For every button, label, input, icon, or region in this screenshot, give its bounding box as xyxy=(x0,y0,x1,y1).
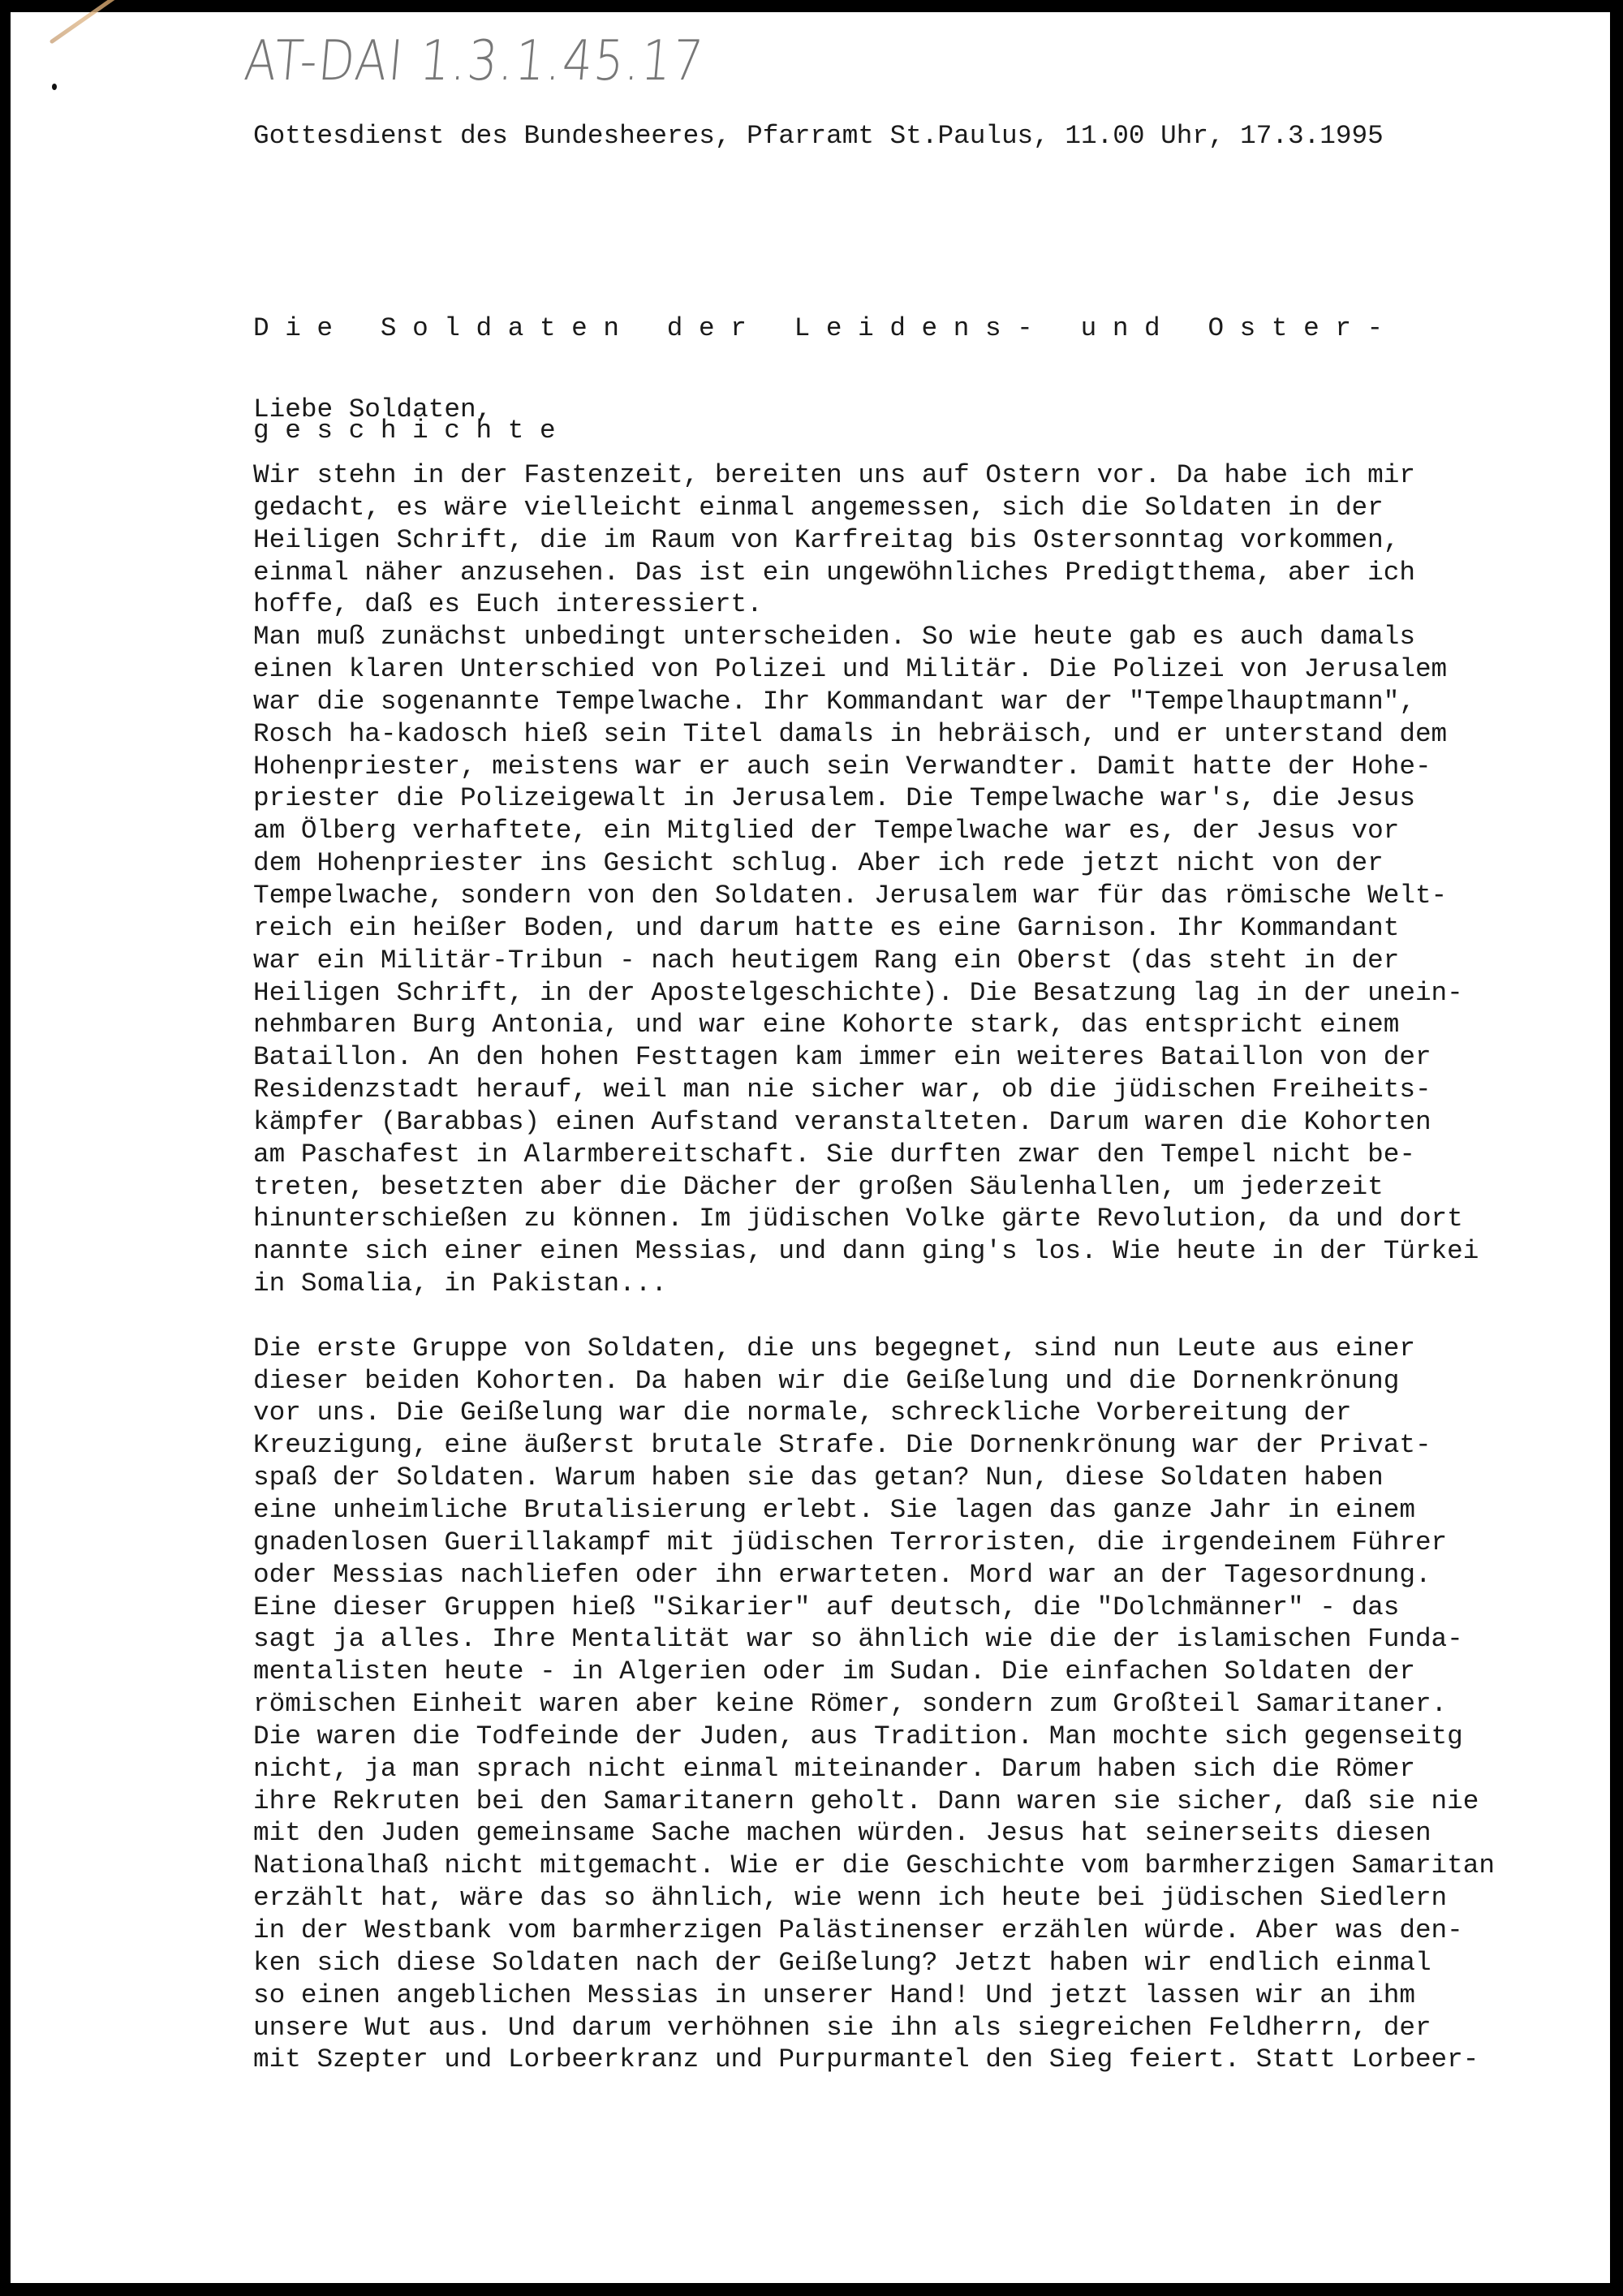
body-line: dieser beiden Kohorten. Da haben wir die Geißelung und die Dornenkrönung xyxy=(253,1365,1400,1396)
body-line: hoffe, daß es Euch interessiert. xyxy=(253,589,763,620)
body-line: Kreuzigung, eine äußerst brutale Strafe. Die Dornenkrönung war der Privat- xyxy=(253,1430,1431,1461)
body-line: erzählt hat, wäre das so ähnlich, wie wenn ich heute bei jüdischen Siedlern xyxy=(253,1883,1448,1914)
body-line: nannte sich einer einen Messias, und dann ging's los. Wie heute in der Türkei xyxy=(253,1236,1479,1267)
handwritten-archive-mark: AT-DAI 1.3.1.45.17 xyxy=(241,29,707,93)
body-line: Tempelwache, sondern von den Soldaten. Jerusalem war für das römische Welt- xyxy=(253,880,1448,911)
body-line: Die waren die Todfeinde der Juden, aus Tradition. Man mochte sich gegenseitg xyxy=(253,1721,1463,1751)
body-line: ken sich diese Soldaten nach der Geißelung? Jetzt haben wir endlich einmal xyxy=(253,1947,1431,1978)
sermon-body xyxy=(253,459,1495,2076)
body-line: war ein Militär-Tribun - nach heutigem Rang ein Oberst (das steht in der xyxy=(253,945,1400,976)
body-line: eine unheimliche Brutalisierung erlebt. Sie lagen das ganze Jahr in einem xyxy=(253,1495,1415,1525)
greeting: Liebe Soldaten, xyxy=(253,394,493,424)
body-line: Die erste Gruppe von Soldaten, die uns begegnet, sind nun Leute aus einer xyxy=(253,1333,1415,1363)
body-line: Bataillon. An den hohen Festtagen kam immer ein weiteres Bataillon von der xyxy=(253,1042,1431,1073)
body-line: war die sogenannte Tempelwache. Ihr Kommandant war der "Tempelhauptmann", xyxy=(253,686,1415,717)
body-line: einmal näher anzusehen. Das ist ein ungewöhnliches Predigtthema, aber ich xyxy=(253,557,1415,588)
service-header: Gottesdienst des Bundesheeres, Pfarramt St.Paulus, 11.00 Uhr, 17.3.1995 xyxy=(253,121,1384,151)
body-line: Man muß zunächst unbedingt unterscheiden. So wie heute gab es auch damals xyxy=(253,622,1415,653)
body-line: gedacht, es wäre vielleicht einmal angemessen, sich die Soldaten in der xyxy=(253,492,1384,523)
body-line: am Ölberg verhaftete, ein Mitglied der Tempelwache war es, der Jesus vor xyxy=(253,816,1400,846)
body-line: Heiligen Schrift, in der Apostelgeschichte). Die Besatzung lag in der unein- xyxy=(253,977,1463,1008)
body-line: so einen angeblichen Messias in unserer Hand! Und jetzt lassen wir an ihm xyxy=(253,1979,1415,2010)
body-line: oder Messias nachliefen oder ihn erwarteten. Mord war an der Tagesordnung. xyxy=(253,1559,1431,1590)
body-line: mentalisten heute - in Algerien oder im Sudan. Die einfachen Soldaten der xyxy=(253,1656,1415,1687)
body-line: Rosch ha-kadosch hieß sein Titel damals in hebräisch, und er unterstand dem xyxy=(253,718,1448,749)
body-line: ihre Rekruten bei den Samaritanern geholt. Dann waren sie sicher, daß sie nie xyxy=(253,1786,1479,1816)
body-line: priester die Polizeigewalt in Jerusalem. Die Tempelwache war's, die Jesus xyxy=(253,783,1415,814)
body-line: nehmbaren Burg Antonia, und war eine Kohorte stark, das entspricht einem xyxy=(253,1010,1400,1040)
body-line: römischen Einheit waren aber keine Römer, sondern zum Großteil Samaritaner. xyxy=(253,1689,1448,1720)
blank-line xyxy=(253,1300,1495,1333)
body-line: gnadenlosen Guerillakampf mit jüdischen Terroristen, die irgendeinem Führer xyxy=(253,1527,1448,1557)
body-line: treten, besetzten aber die Dächer der großen Säulenhallen, um jederzeit xyxy=(253,1171,1384,1202)
body-line: kämpfer (Barabbas) einen Aufstand veranstalteten. Darum waren die Kohorten xyxy=(253,1106,1431,1137)
body-line: hinunterschießen zu können. Im jüdischen Volke gärte Revolution, da und dort xyxy=(253,1204,1463,1234)
body-line: in Somalia, in Pakistan... xyxy=(253,1269,668,1299)
body-line: spaß der Soldaten. Warum haben sie das getan? Nun, diese Soldaten haben xyxy=(253,1462,1384,1493)
body-line: am Paschafest in Alarmbereitschaft. Sie durften zwar den Tempel nicht be- xyxy=(253,1139,1415,1170)
title-line: Die Soldaten der Leidens- und Oster- xyxy=(253,313,1399,343)
body-line: in der Westbank vom barmherzigen Palästinenser erzählen würde. Aber was den- xyxy=(253,1915,1463,1945)
sermon-title xyxy=(253,243,1399,482)
body-line: dem Hohenpriester ins Gesicht schlug. Aber ich rede jetzt nicht von der xyxy=(253,848,1384,879)
body-line: Hohenpriester, meistens war er auch sein Verwandter. Damit hatte der Hohe- xyxy=(253,751,1431,782)
title-line: geschichte xyxy=(253,416,572,446)
body-line: vor uns. Die Geißelung war die normale, schreckliche Vorbereitung der xyxy=(253,1398,1352,1428)
body-line: einen klaren Unterschied von Polizei und Militär. Die Polizei von Jerusalem xyxy=(253,654,1448,685)
ink-dot xyxy=(52,84,57,90)
body-line: reich ein heißer Boden, und darum hatte es eine Garnison. Ihr Kommandant xyxy=(253,912,1400,943)
body-line: sagt ja alles. Ihre Mentalität war so ähnlich wie die der islamischen Funda- xyxy=(253,1624,1463,1655)
body-line: unsere Wut aus. Und darum verhöhnen sie ihn als siegreichen Feldherrn, der xyxy=(253,2012,1431,2043)
body-line: Eine dieser Gruppen hieß "Sikarier" auf deutsch, die "Dolchmänner" - das xyxy=(253,1592,1400,1622)
body-line: mit den Juden gemeinsame Sache machen würden. Jesus hat seinerseits diesen xyxy=(253,1818,1431,1849)
body-line: nicht, ja man sprach nicht einmal miteinander. Darum haben sich die Römer xyxy=(253,1753,1415,1784)
body-line: mit Szepter und Lorbeerkranz und Purpurmantel den Sieg feiert. Statt Lorbeer- xyxy=(253,2044,1479,2075)
body-line: Heiligen Schrift, die im Raum von Karfreitag bis Ostersonntag vorkommen, xyxy=(253,524,1400,555)
body-line: Wir stehn in der Fastenzeit, bereiten uns auf Ostern vor. Da habe ich mir xyxy=(253,460,1415,490)
body-line: Residenzstadt herauf, weil man nie sicher war, ob die jüdischen Freiheits- xyxy=(253,1075,1431,1105)
body-line: Nationalhaß nicht mitgemacht. Wie er die Geschichte vom barmherzigen Samaritan xyxy=(253,1850,1496,1881)
